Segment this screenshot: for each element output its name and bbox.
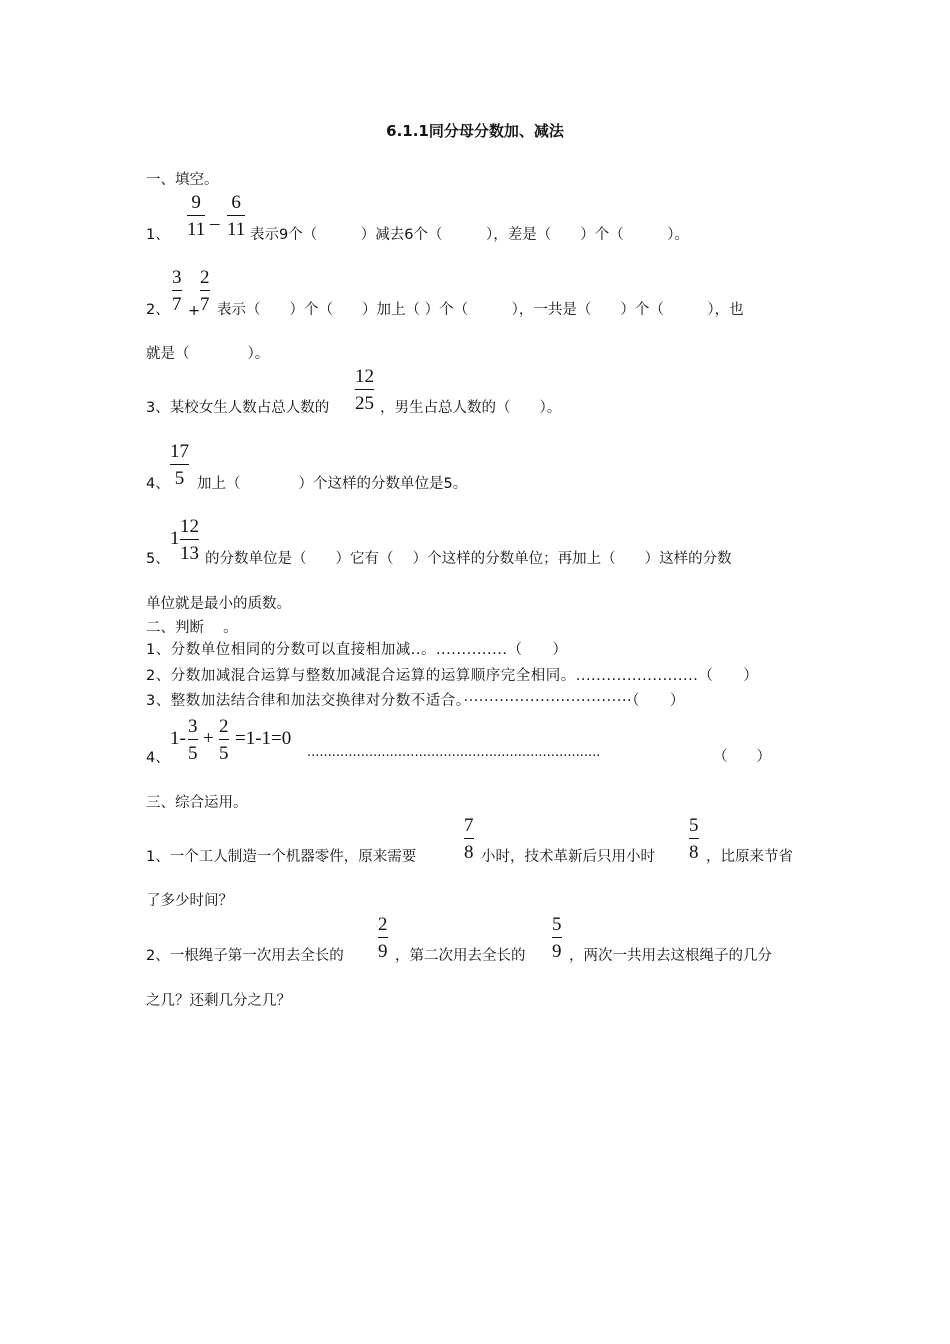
s3-q1-text-pre: 1、一个工人制造一个机器零件，原来需要 (146, 849, 417, 865)
judge-4-fraction-1 (188, 717, 198, 764)
judge-4-f1-den: 5 (188, 743, 198, 764)
judge-4-dots: ······································································· (307, 749, 601, 764)
s3-q1-f2-num: 5 (689, 815, 699, 836)
s3-q2-f1-num: 2 (378, 914, 388, 935)
q1-fraction-2 (227, 193, 245, 240)
q2-fraction-2 (200, 268, 210, 315)
section2-heading: 二、判断 。 (146, 620, 238, 636)
q4-f-den: 5 (174, 468, 185, 489)
q2-f2-num: 2 (200, 267, 210, 288)
judge-4-operator: + (203, 728, 214, 749)
judge-4-number: 4、 (146, 750, 170, 766)
q4-number: 4、 (146, 476, 170, 492)
q2-fraction-1 (172, 268, 182, 315)
q2-f1-den: 7 (172, 294, 182, 315)
q5-f-num: 12 (180, 516, 199, 537)
q1-f2-num: 6 (231, 192, 241, 213)
s3-q2-f1-den: 9 (378, 941, 388, 962)
judge-item-3: 3、整数加法结合律和加法交换律对分数不适合。·································（ ） (146, 693, 685, 709)
s3-q1-text-mid: 小时，技术革新后只用小时 (481, 849, 655, 865)
q1-text: 表示9个（ ）减去6个（ ），差是（ ）个（ ）。 (250, 227, 689, 243)
q3-fraction (355, 367, 374, 414)
q2-text: 表示（ ）个（ ）加上（ ）个（ ），一共是（ ）个（ ），也 (217, 302, 744, 318)
s3-q1-f2-den: 8 (689, 842, 699, 863)
s3-q2-fraction-1 (378, 915, 388, 962)
q5-fraction (180, 517, 199, 564)
s3-q1-fraction-2 (689, 816, 699, 863)
judge-item-1: 1、分数单位相同的分数可以直接相加减..。..............（ ） (146, 642, 568, 658)
q4-text: 加上（ ）个这样的分数单位是5。 (197, 476, 468, 492)
judge-4-f1-num: 3 (188, 716, 198, 737)
s3-q2-text-line2: 之几？还剩几分之几？ (146, 993, 291, 1009)
q1-f2-den: 11 (227, 219, 246, 240)
q1-f1-den: 11 (187, 219, 206, 240)
q1-operator: – (210, 213, 220, 234)
section1-heading: 一、填空。 (146, 172, 219, 188)
judge-4-f2-den: 5 (219, 743, 229, 764)
judge-4-f2-num: 2 (219, 716, 229, 737)
s3-q2-f2-den: 9 (552, 941, 562, 962)
q4-fraction (170, 442, 189, 489)
q2-text-line2: 就是（ ）。 (146, 346, 270, 362)
q1-fraction-1 (187, 193, 205, 240)
q5-number: 5、 (146, 551, 170, 567)
q2-number: 2、 (146, 302, 170, 318)
s3-q2-text-post: ，两次一共用去这根绳子的几分 (569, 948, 772, 964)
section3-heading: 三、综合运用。 (146, 795, 248, 811)
s3-q1-f1-den: 8 (464, 842, 474, 863)
s3-q2-text-mid: ，第二次用去全长的 (395, 948, 526, 964)
judge-4-lead: 1- (170, 728, 186, 749)
page-title: 6.1.1同分母分数加、减法 (386, 122, 564, 140)
q5-whole: 1 (170, 528, 180, 549)
q3-f-num: 12 (355, 366, 374, 387)
s3-q2-text-pre: 2、一根绳子第一次用去全长的 (146, 948, 344, 964)
q3-f-den: 25 (355, 393, 374, 414)
q2-f2-den: 7 (200, 294, 210, 315)
q2-f1-num: 3 (172, 267, 182, 288)
s3-q2-f2-num: 5 (552, 914, 562, 935)
q1-f1-num: 9 (191, 192, 201, 213)
judge-item-2: 2、分数加减混合运算与整数加减混合运算的运算顺序完全相同。........................（ ） (146, 668, 759, 684)
s3-q1-text-line2: 了多少时间？ (146, 893, 233, 909)
q5-text: 的分数单位是（ ）它有（ ）个这样的分数单位；再加上（ ）这样的分数 (205, 551, 732, 567)
q3-text-pre: 3、某校女生人数占总人数的 (146, 400, 330, 416)
q5-f-den: 13 (180, 543, 199, 564)
s3-q1-f1-num: 7 (464, 815, 474, 836)
judge-4-fraction-2 (219, 717, 229, 764)
judge-4-paren: （ ） (713, 749, 771, 765)
judge-4-rest: =1-1=0 (235, 728, 292, 749)
s3-q1-text-post: ，比原来节省 (706, 849, 793, 865)
s3-q2-fraction-2 (552, 915, 562, 962)
q4-f-num: 17 (170, 441, 189, 462)
q3-text-post: ，男生占总人数的（ ）。 (380, 400, 562, 416)
s3-q1-fraction-1 (464, 816, 474, 863)
q1-number: 1、 (146, 227, 170, 243)
q5-text-line2: 单位就是最小的质数。 (146, 596, 291, 612)
q2-operator: + (188, 303, 201, 319)
